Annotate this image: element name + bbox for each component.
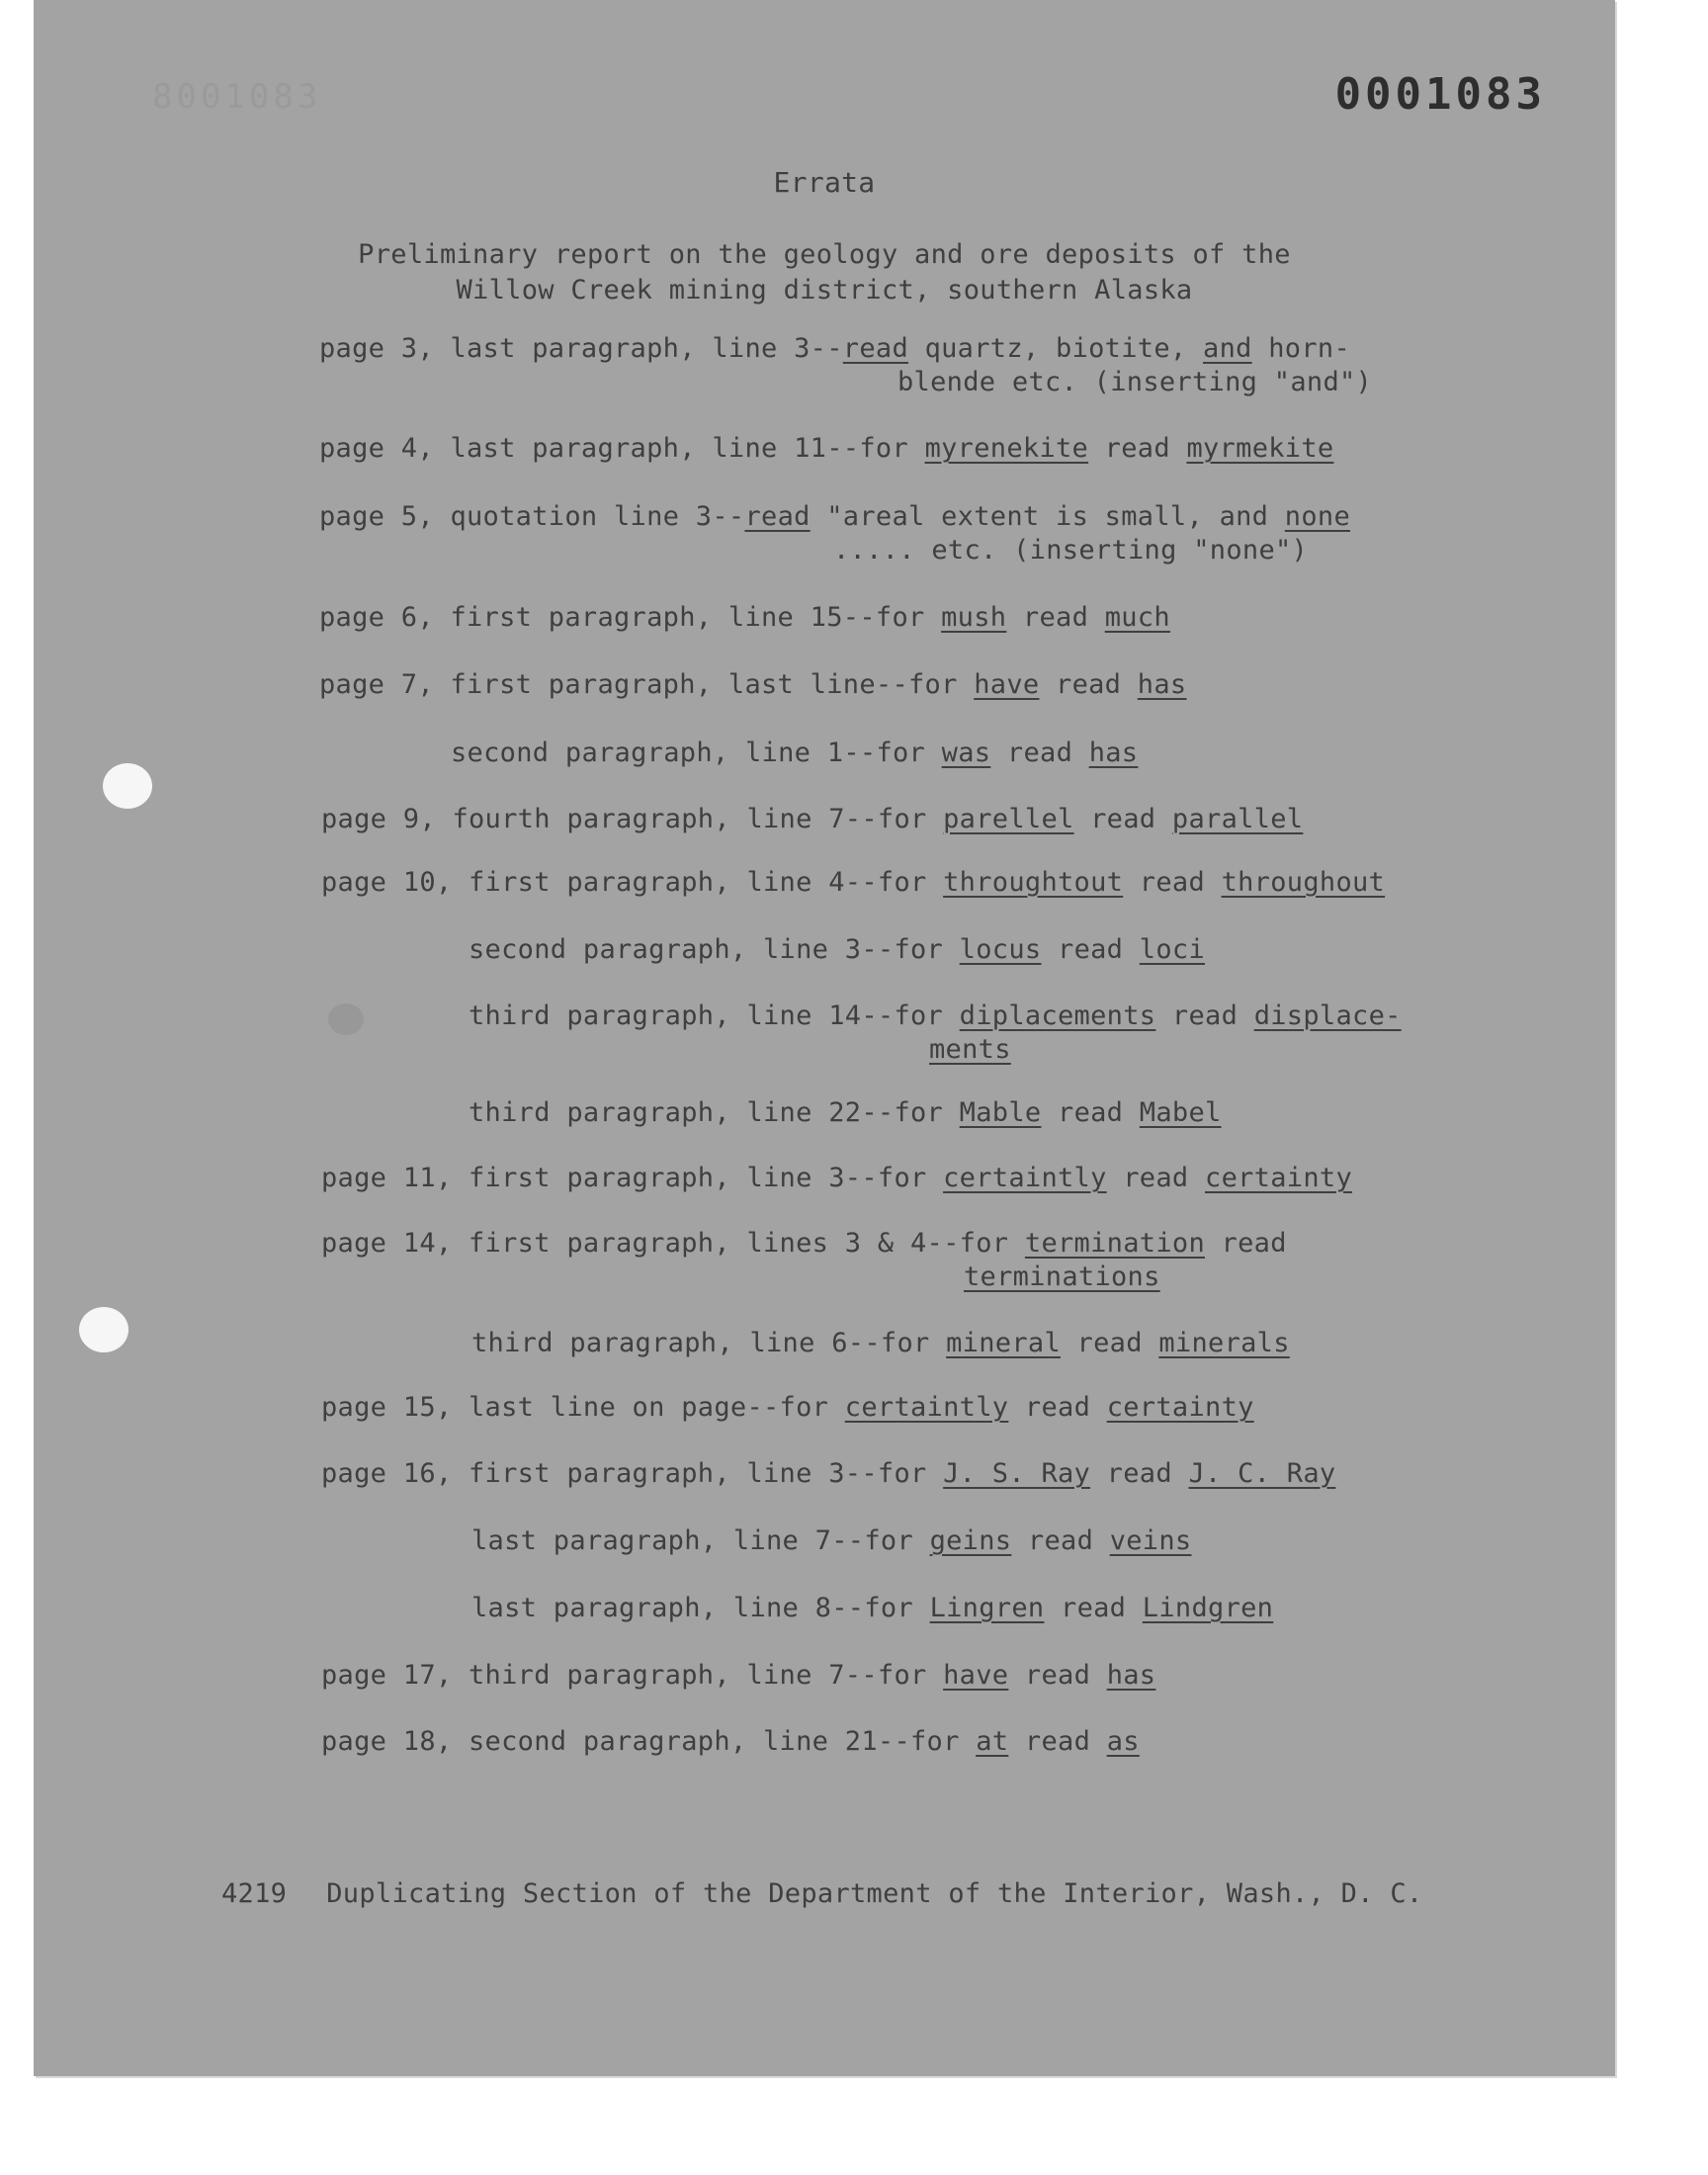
erratum-entry	[469, 1000, 1402, 1067]
erratum-text: read	[1073, 804, 1172, 834]
faded-stamp: 8001083	[152, 77, 322, 117]
erratum-correct-word: has	[1137, 669, 1187, 700]
erratum-entry	[469, 933, 1205, 967]
erratum-wrong-word: was	[941, 738, 991, 768]
erratum-text: read	[1044, 1593, 1143, 1623]
erratum-correct-word: much	[1104, 602, 1170, 633]
erratum-wrong-word: Mable	[959, 1097, 1042, 1128]
scanned-page	[34, 0, 1615, 2076]
erratum-text: read	[1090, 1458, 1189, 1489]
erratum-entry	[471, 1327, 1290, 1360]
erratum-correct-word: myrmekite	[1186, 433, 1334, 464]
erratum-keyword: read	[842, 333, 909, 364]
erratum-text: read	[1155, 1000, 1254, 1031]
erratum-correct-word: certainty	[1205, 1163, 1353, 1193]
erratum-text: third paragraph, line 22--for	[469, 1097, 960, 1128]
form-code: 4219	[221, 1878, 288, 1909]
erratum-text: read	[1123, 867, 1222, 898]
erratum-wrong-word: certaintly	[943, 1163, 1107, 1193]
erratum-text: last paragraph, line 8--for	[471, 1593, 930, 1623]
erratum-text: read	[1041, 934, 1140, 965]
erratum-correct-word: has	[1088, 738, 1139, 768]
erratum-keyword: read	[744, 501, 811, 532]
erratum-text: page 15, last line on page--for	[321, 1392, 845, 1423]
erratum-entry	[321, 803, 1303, 836]
erratum-entry	[321, 1227, 1287, 1294]
erratum-entry	[471, 1592, 1273, 1625]
erratum-keyword: and	[1203, 333, 1252, 364]
erratum-text: read	[1008, 1726, 1107, 1757]
erratum-text: page 5, quotation line 3--	[319, 501, 745, 532]
erratum-wrong-word: at	[976, 1726, 1009, 1757]
erratum-text: read	[1006, 602, 1105, 633]
erratum-entry	[319, 668, 1186, 702]
erratum-text: page 7, first paragraph, last line--for	[319, 669, 975, 700]
erratum-wrong-word: termination	[1024, 1228, 1205, 1259]
erratum-wrong-word: throughtout	[943, 867, 1124, 898]
erratum-correct-word: has	[1106, 1660, 1156, 1691]
footer-text: Duplicating Section of the Department of the Interior, Wash., D. C.	[326, 1878, 1423, 1909]
erratum-wrong-word: have	[974, 669, 1040, 700]
erratum-entry	[451, 737, 1138, 770]
erratum-text: page 11, first paragraph, line 3--for	[321, 1163, 944, 1193]
erratum-text: read	[1008, 1660, 1107, 1691]
erratum-wrong-word: mush	[941, 602, 1007, 633]
erratum-correct-word: Mabel	[1139, 1097, 1222, 1128]
erratum-correct-word: parallel	[1171, 804, 1304, 834]
erratum-correct-word: loci	[1139, 934, 1206, 965]
erratum-correct-word: as	[1106, 1726, 1140, 1757]
erratum-entry	[319, 601, 1170, 635]
erratum-entry	[321, 1162, 1352, 1195]
erratum-wrong-word: parellel	[943, 804, 1074, 834]
erratum-correct-word: J. C. Ray	[1188, 1458, 1336, 1489]
page-title: Errata	[773, 166, 876, 199]
erratum-text: last paragraph, line 7--for	[471, 1525, 930, 1556]
paper-spot	[328, 1003, 364, 1035]
erratum-entry	[321, 1391, 1254, 1425]
erratum-entry	[321, 1457, 1335, 1491]
erratum-text: read	[1039, 669, 1138, 700]
erratum-text: page 6, first paragraph, line 15--for	[319, 602, 942, 633]
erratum-text: read	[1061, 1328, 1159, 1358]
erratum-correct-word: displace-	[1253, 1000, 1402, 1031]
erratum-wrong-word: Lingren	[929, 1593, 1045, 1623]
erratum-text: page 14, first paragraph, lines 3 & 4--for	[321, 1228, 1025, 1259]
erratum-wrong-word: have	[943, 1660, 1009, 1691]
erratum-wrong-word: myrenekite	[924, 433, 1089, 464]
erratum-keyword: none	[1284, 501, 1351, 532]
erratum-text: third paragraph, line 6--for	[471, 1328, 947, 1358]
erratum-wrong-word: diplacements	[959, 1000, 1156, 1031]
erratum-text: page 17, third paragraph, line 7--for	[321, 1660, 944, 1691]
erratum-text: page 9, fourth paragraph, line 7--for	[321, 804, 944, 834]
erratum-correct-word: certainty	[1106, 1392, 1254, 1423]
punch-hole	[103, 763, 152, 809]
erratum-text: read	[1088, 433, 1187, 464]
erratum-entry	[321, 1725, 1140, 1759]
erratum-correct-word: terminations	[964, 1262, 1160, 1292]
erratum-wrong-word: certaintly	[844, 1392, 1009, 1423]
erratum-text: read	[1205, 1228, 1287, 1259]
erratum-text: page 16, first paragraph, line 3--for	[321, 1458, 944, 1489]
document-number: 0001083	[1334, 69, 1546, 120]
subtitle-line-1: Preliminary report on the geology and ore deposits of the	[358, 239, 1291, 270]
erratum-text: page 18, second paragraph, line 21--for	[321, 1726, 977, 1757]
erratum-correct-word: veins	[1109, 1525, 1192, 1556]
erratum-text: quartz, biotite,	[908, 333, 1204, 364]
erratum-entry	[321, 1659, 1155, 1693]
report-subtitle	[34, 237, 1615, 308]
erratum-entry	[319, 432, 1333, 466]
erratum-text: third paragraph, line 14--for	[469, 1000, 960, 1031]
punch-hole	[79, 1307, 128, 1352]
erratum-wrong-word: mineral	[946, 1328, 1061, 1358]
erratum-correct-word: minerals	[1158, 1328, 1290, 1358]
erratum-entry	[469, 1096, 1222, 1130]
erratum-text: read	[1106, 1163, 1206, 1193]
erratum-text: page 4, last paragraph, line 11--for	[319, 433, 925, 464]
erratum-text: read	[1041, 1097, 1140, 1128]
erratum-wrong-word: locus	[959, 934, 1042, 965]
erratum-text: second paragraph, line 3--for	[469, 934, 960, 965]
erratum-correct-word: Lindgren	[1142, 1593, 1274, 1623]
erratum-correct-word: throughout	[1221, 867, 1386, 898]
erratum-text: "areal extent is small, and	[810, 501, 1285, 532]
page-footer	[221, 1878, 1422, 1909]
erratum-text: read	[1008, 1392, 1107, 1423]
erratum-entry	[319, 500, 1350, 567]
erratum-text: page 3, last paragraph, line 3--	[319, 333, 843, 364]
erratum-entry	[319, 332, 1372, 399]
erratum-text: read	[990, 738, 1089, 768]
subtitle-line-2: Willow Creek mining district, southern Alaska	[456, 275, 1193, 305]
erratum-text: read	[1011, 1525, 1110, 1556]
erratum-continuation: ..... etc. (inserting "none")	[833, 535, 1309, 566]
erratum-continuation: blende etc. (inserting "and")	[897, 367, 1373, 397]
erratum-wrong-word: geins	[929, 1525, 1012, 1556]
erratum-text: second paragraph, line 1--for	[451, 738, 942, 768]
erratum-continuation: ments	[929, 1034, 1011, 1065]
erratum-text: page 10, first paragraph, line 4--for	[321, 867, 944, 898]
erratum-entry	[321, 866, 1385, 900]
erratum-wrong-word: J. S. Ray	[943, 1458, 1091, 1489]
erratum-text: horn-	[1251, 333, 1351, 364]
erratum-entry	[471, 1524, 1191, 1558]
